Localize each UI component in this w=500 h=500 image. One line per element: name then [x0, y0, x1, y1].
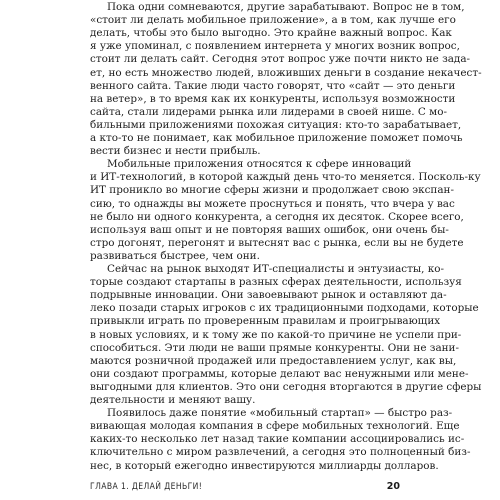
text-line: ет, но есть множество людей, вложивших деньги в создание некачест- — [90, 66, 482, 79]
text-line: на ветер», в то время как их конкуренты, используя возможности — [90, 92, 456, 105]
text-line: вести бизнес и нести прибыль. — [90, 145, 261, 158]
text-line: не было ни одного конкурента, а сегодня их десяток. Скорее всего, — [90, 210, 464, 223]
text-line: ключительно с миром развлечений, а сегодня это полноценный биз- — [90, 446, 471, 459]
text-line: способиться. Эти люди не ваши прямые конкуренты. Они не зани- — [90, 341, 459, 354]
text-line: ИТ проникло во многие сферы жизни и продолжает свою экспан- — [90, 184, 454, 197]
text-line: они создают программы, которые делают вас ненужными или мене- — [90, 367, 469, 380]
text-line: делать, чтобы это было выгодно. Это крайне важный вопрос. Как — [90, 27, 452, 40]
text-line: я уже упоминал, с появлением интернета у многих возник вопрос, — [90, 40, 460, 53]
text-line: и ИТ-технологий, в которой каждый день что-то меняется. Посколь-ку — [90, 171, 481, 184]
text-line: венного сайта. Такие люди часто говорят, что «сайт — это деньги — [90, 79, 456, 92]
text-line: вивающая молодая компания в сфере мобильных технологий. Еще — [90, 420, 460, 433]
text-line: «стоит ли делать мобильное приложение», а в том, как лучше его — [90, 14, 456, 27]
page-number: 20 — [386, 481, 400, 492]
text-line: Сейчас на рынок выходят ИТ-специалисты и энтузиасты, ко- — [107, 263, 444, 275]
text-line: леко позади старых игроков с их традиционными подходами, которые — [90, 302, 479, 315]
running-footer-chapter: ГЛАВА 1. ДЕЛАЙ ДЕНЬГИ! — [90, 482, 203, 492]
text-line: Появилось даже понятие «мобильный стартап» — быстро раз- — [107, 407, 453, 420]
text-line: стро догонят, перегонят и вытеснят вас с рынка, если вы не будете — [90, 236, 464, 249]
text-line: маются розничной продажей или предоставлением услуг, как вы, — [90, 354, 457, 367]
text-line: каких-то несколько лет назад такие компании ассоциировались ис- — [90, 433, 465, 446]
text-line: деятельности и меняют вашу. — [90, 394, 256, 406]
text-line: Мобильные приложения относятся к сфере инноваций — [107, 158, 412, 171]
text-line: выгодными для клиентов. Это они сегодня вторгаются в другие сферы — [90, 380, 482, 393]
text-line: стоит ли делать сайт. Сегодня этот вопрос уже почти никто не зада- — [90, 53, 471, 66]
text-line: развиваться быстрее, чем они. — [90, 249, 260, 262]
text-line: используя ваш опыт и не повторяя ваших ошибок, они очень бы- — [90, 223, 449, 236]
text-line: привыкли играть по проверенным правилам и проигрывающих — [90, 315, 441, 328]
text-line: сию, то однажды вы можете проснуться и понять, что вчера у вас — [90, 197, 455, 210]
text-line: торые создают стартапы в разных сферах деятельности, используя — [90, 276, 462, 289]
text-line: сайта, стали лидерами рынка или лидерами в своей нише. С мо- — [90, 105, 447, 118]
text-line: подрывные инновации. Они завоевывают рынок и оставляют да- — [90, 289, 447, 302]
text-line: а кто-то не понимает, как мобильное приложение поможет помочь — [90, 132, 463, 144]
text-line: в новых условиях, и к тому же по какой-то причине не успели при- — [90, 328, 462, 341]
text-line: нес, в который ежегодно инвестируются миллиарды долларов. — [90, 459, 439, 472]
text-line: бильными приложениями похожая ситуация: кто-то зарабатывает, — [90, 118, 462, 131]
text-line: Пока одни сомневаются, другие зарабатывают. Вопрос не в том, — [107, 1, 465, 13]
